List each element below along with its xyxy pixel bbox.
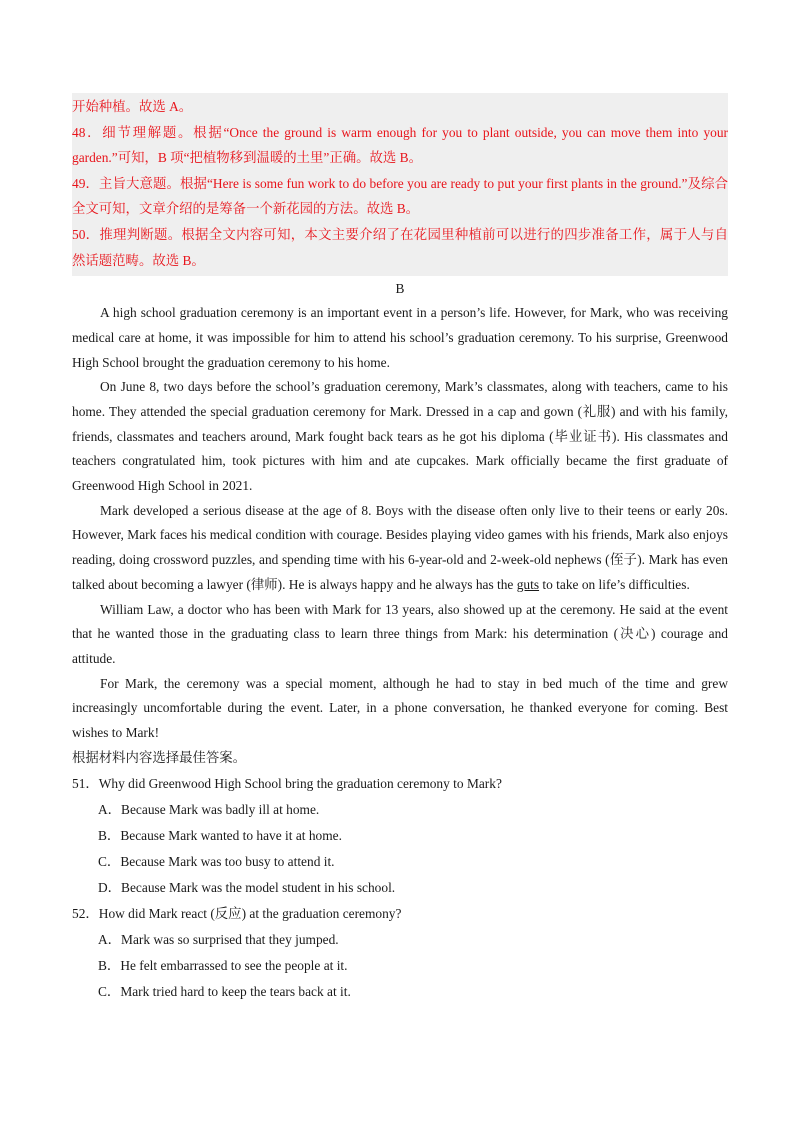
answer-option[interactable]: C．Because Mark was too busy to attend it. [98, 853, 335, 869]
question-block [72, 771, 728, 901]
passage-text: Mark developed a serious disease at the age of 8. Boys with the disease often only live to their teens or early 20s. However, Mark faces his medical condition with courage. Besides playing video games with his friends, Mark also enjoys reading, doing crossword puzzles, and spending time with his 6-year-old and 2-week-old nephews (侄子). Mark has even talked about becoming a lawyer (律师). He is always happy and he always has the [72, 502, 728, 592]
question-instruction: 根据材料内容选择最佳答案。 [72, 749, 247, 765]
question-block [72, 901, 728, 1005]
answer-line: 50．推理判断题。根据全文内容可知，本文主要介绍了在花园里种植前可以进行的四步准备工作，属于人与自然话题范畴。故选 B。 [72, 226, 728, 268]
answer-option[interactable]: C．Mark tried hard to keep the tears back at it. [98, 983, 351, 999]
passage-text: to take on life’s difficulties. [539, 576, 690, 592]
underlined-word: guts [516, 576, 540, 592]
answer-line: 开始种植。故选 A。 [72, 99, 193, 114]
question-stem: 52．How did Mark react (反应) at the graduation ceremony? [72, 905, 402, 921]
answer-option[interactable]: B．He felt embarrassed to see the people at it. [98, 957, 348, 973]
answer-line: 48．细节理解题。根据“Once the ground is warm enough for you to plant outside, you can move them into your garden.”可知，B 项“把植物移到温暖的土里”正确。故选 B。 [72, 124, 728, 166]
passage-paragraph: A high school graduation ceremony is an important event in a person’s life. However, for Mark, who was receiving medical care at home, it was impossible for him to attend his school’s graduation ceremony. To his surprise, Greenwood High School brought the graduation ceremony to his home. [72, 305, 728, 370]
passage-paragraph: William Law, a doctor who has been with Mark for 13 years, also showed up at the ceremony. He said at the event that he wanted those in the graduating class to learn three things from Mark: his determination (决心) courage and attitude. [72, 601, 728, 666]
document-page [72, 93, 728, 1005]
section-label: B [395, 281, 405, 297]
answer-option[interactable]: D．Because Mark was the model student in his school. [98, 879, 396, 895]
passage-paragraph: For Mark, the ceremony was a special moment, although he had to stay in bed much of the time and grew increasingly uncomfortable during the event. Later, in a phone conversation, he thanked everyone for coming. Best wishes to Mark! [72, 675, 728, 741]
answer-line: 49．主旨大意题。根据“Here is some fun work to do before you are ready to put your first plants in the ground.”及综合全文可知，文章介绍的是筹备一个新花园的方法。故选 B。 [72, 175, 728, 217]
answer-option[interactable]: A．Mark was so surprised that they jumped. [98, 931, 339, 947]
answer-option[interactable]: A．Because Mark was badly ill at home. [98, 801, 320, 817]
passage-paragraph [72, 499, 728, 598]
passage-paragraph: On June 8, two days before the school’s graduation ceremony, Mark’s classmates, along with teachers, came to his home. They attended the special graduation ceremony for Mark. Dressed in a cap and gown (礼服) and with his family, friends, classmates and teachers around, Mark fought back tears as he got his diploma (毕业证书). His classmates and teachers congratulated him, took pictures with him and ate cupcakes. Mark officially became the first graduate of Greenwood High School in 2021. [72, 379, 728, 494]
question-stem: 51．Why did Greenwood High School bring the graduation ceremony to Mark? [72, 775, 502, 791]
answer-explanations [72, 93, 728, 276]
reading-passage [72, 301, 728, 746]
answer-option[interactable]: B．Because Mark wanted to have it at home. [98, 827, 342, 843]
